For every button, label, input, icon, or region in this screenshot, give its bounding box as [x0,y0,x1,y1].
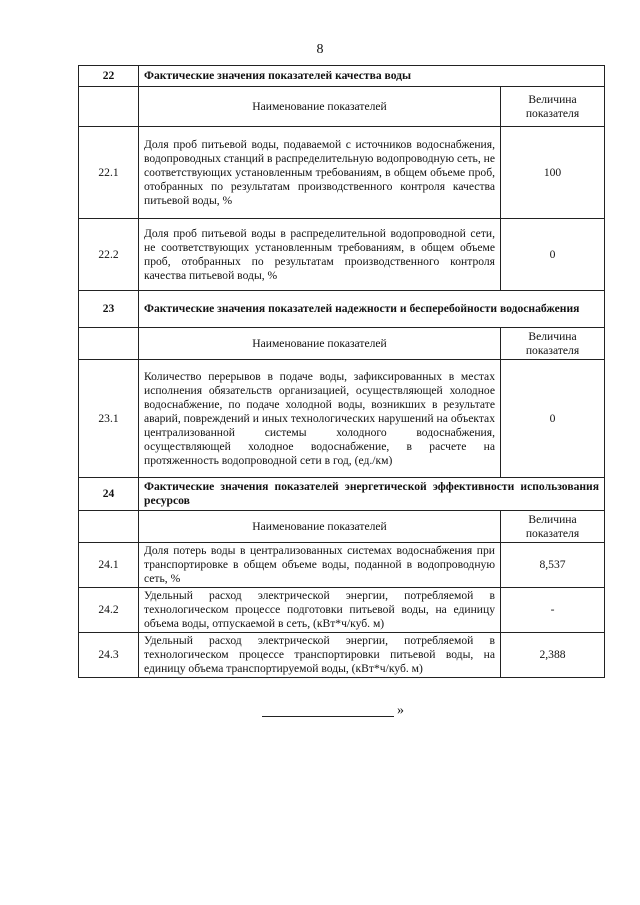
row-number: 24.3 [79,633,139,678]
section-number: 23 [79,291,139,328]
column-header-value: Величина показателя [501,87,605,127]
column-header-row [79,328,605,360]
empty-cell [79,87,139,127]
row-number: 22.2 [79,219,139,291]
closing-line [262,708,394,717]
empty-cell [79,511,139,543]
empty-cell [79,328,139,360]
row-value: 100 [501,127,605,219]
row-description: Удельный расход электрической энергии, потребляемой в технологическом процессе подготовки питьевой воды, на единицу объема воды, отпускаемой в сеть, (кВт*ч/куб. м) [139,588,501,633]
row-description: Количество перерывов в подаче воды, зафиксированных в местах исполнения обязательств организацией, осуществляющей холодное водоснабжение, по подаче холодной воды, возникших в результате аварий, повреждений и иных технологических нарушений на объектах централизованной системы холодного водоснабжения, осуществляющей холодное водоснабжение, в расчете на протяженность водопроводной сети в год, (ед./км) [139,360,501,478]
row-number: 22.1 [79,127,139,219]
page-number: 8 [316,42,324,57]
row-value: - [501,588,605,633]
row-number: 24.2 [79,588,139,633]
section-number: 22 [79,66,139,87]
row-description: Удельный расход электрической энергии, потребляемой в технологическом процессе транспортировки питьевой воды, на единицу объема транспортируемой воды, (кВт*ч/куб. м) [139,633,501,678]
table-row [79,127,605,219]
column-header-name: Наименование показателей [139,328,501,360]
row-number: 23.1 [79,360,139,478]
table-row [79,633,605,678]
column-header-row [79,87,605,127]
row-value: 8,537 [501,543,605,588]
row-description: Доля потерь воды в централизованных системах водоснабжения при транспортировке в общем объеме воды, поданной в водопроводную сеть, % [139,543,501,588]
column-header-row [79,511,605,543]
section-title: Фактические значения показателей надежности и бесперебойности водоснабжения [139,291,605,328]
column-header-value: Величина показателя [501,511,605,543]
table-row [79,219,605,291]
section-header-row [79,478,605,511]
column-header-value: Величина показателя [501,328,605,360]
table-row [79,543,605,588]
row-description: Доля проб питьевой воды в распределительной водопроводной сети, не соответствующих установленным требованиям, в общем объеме проб, отобранных по результатам производственного контроля качества питьевой воды, % [139,219,501,291]
row-value: 0 [501,360,605,478]
closing-quote: » [397,703,404,718]
table-row [79,588,605,633]
section-header-row [79,66,605,87]
column-header-name: Наименование показателей [139,87,501,127]
section-title: Фактические значения показателей качества воды [139,66,605,87]
table-row [79,360,605,478]
row-value: 0 [501,219,605,291]
indicators-table [78,65,605,678]
row-value: 2,388 [501,633,605,678]
section-number: 24 [79,478,139,511]
section-title: Фактические значения показателей энергетической эффективности использования ресурсов [139,478,605,511]
section-header-row [79,291,605,328]
column-header-name: Наименование показателей [139,511,501,543]
row-number: 24.1 [79,543,139,588]
row-description: Доля проб питьевой воды, подаваемой с источников водоснабжения, водопроводных станций в распределительную водопроводную сеть, не соответствующих установленным требованиям, в общем объеме проб, отобранных по результатам производственного контроля качества питьевой воды, % [139,127,501,219]
